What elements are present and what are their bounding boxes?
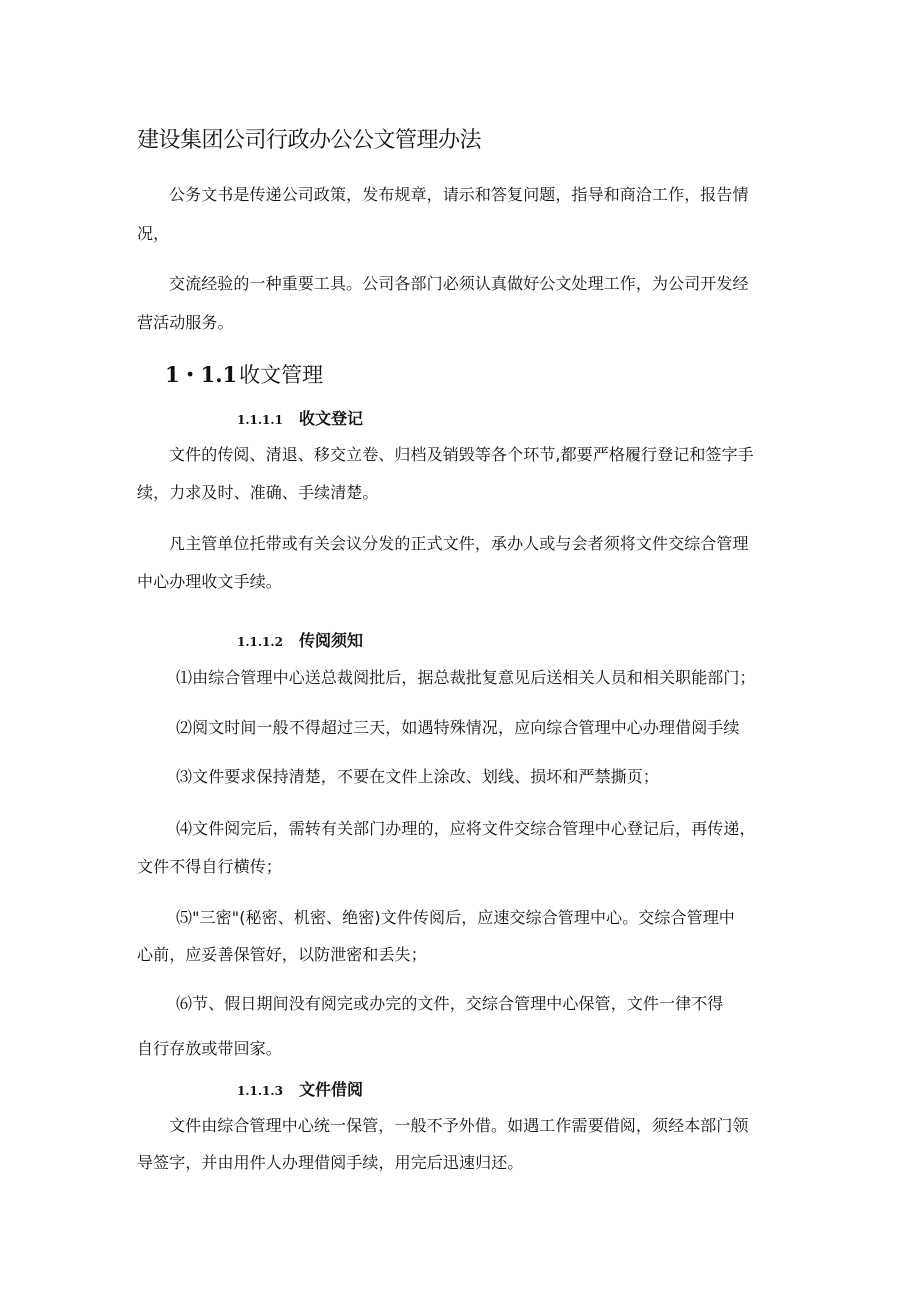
document-title: 建设集团公司行政办公公文管理办法 [137,128,482,153]
section-heading [165,364,323,386]
intro-paragraph-1-line-1: 公务文书是传递公司政策，发布规章，请示和答复问题，指导和商洽工作，报告情 [169,185,749,204]
subsection-number: 1.1.1.1 [237,413,283,427]
sub2-item-6-line-1: ⑹节、假日期间没有阅完或办完的文件，交综合管理中心保管，文件一律不得 [176,994,724,1013]
intro-paragraph-2-line-2: 营活动服务。 [137,313,234,332]
sub2-item-2: ⑵阅文时间一般不得超过三天，如遇特殊情况，应向综合管理中心办理借阅手续 [176,718,740,737]
intro-paragraph-2-line-1: 交流经验的一种重要工具。公司各部门必须认真做好公文处理工作，为公司开发经 [169,274,749,293]
subsection-label: 传阅须知 [299,631,364,650]
subsection-heading-1 [237,411,363,427]
subsection-heading-2 [237,633,363,649]
sub3-paragraph-1-line-1: 文件由综合管理中心统一保管，一般不予外借。如遇工作需要借阅，须经本部门领 [169,1116,749,1135]
sub1-paragraph-1-line-2: 续，力求及时、准确、手续清楚。 [137,483,379,502]
subsection-label: 文件借阅 [299,1080,364,1099]
intro-paragraph-1-line-2: 况， [137,224,170,243]
sub2-item-4-line-1: ⑷文件阅完后，需转有关部门办理的，应将文件交综合管理中心登记后，再传递， [176,819,756,838]
section-label: 收文管理 [239,363,324,387]
subsection-label: 收文登记 [299,409,364,428]
sub2-item-3: ⑶文件要求保持清楚，不要在文件上涂改、划线、损坏和严禁撕页； [176,767,660,786]
sub2-item-4-line-2: 文件不得自行横传； [137,857,282,876]
subsection-number: 1.1.1.3 [237,1084,283,1098]
subsection-number: 1.1.1.2 [237,635,283,649]
sub2-item-5-line-1: ⑸"三密"(秘密、机密、绝密)文件传阅后，应速交综合管理中心。交综合管理中 [176,908,735,927]
sub3-paragraph-1-line-2: 导签字，并由用件人办理借阅手续，用完后迅速归还。 [137,1153,524,1172]
sub1-paragraph-2-line-1: 凡主管单位托带或有关会议分发的正式文件，承办人或与会者须将文件交综合管理 [169,534,749,553]
sub1-paragraph-1-line-1: 文件的传阅、清退、移交立卷、归档及销毁等各个环节,都要严格履行登记和签字手 [169,445,754,464]
sub1-paragraph-2-line-2: 中心办理收文手续。 [137,572,282,591]
section-number: 1・1.1 [165,362,238,387]
sub2-item-5-line-2: 心前，应妥善保管好，以防泄密和丢失； [137,945,427,964]
subsection-heading-3 [237,1082,363,1098]
sub2-item-1: ⑴由综合管理中心送总裁阅批后，据总裁批复意见后送相关人员和相关职能部门； [176,668,756,687]
sub2-item-6-line-2: 自行存放或带回家。 [137,1039,282,1058]
